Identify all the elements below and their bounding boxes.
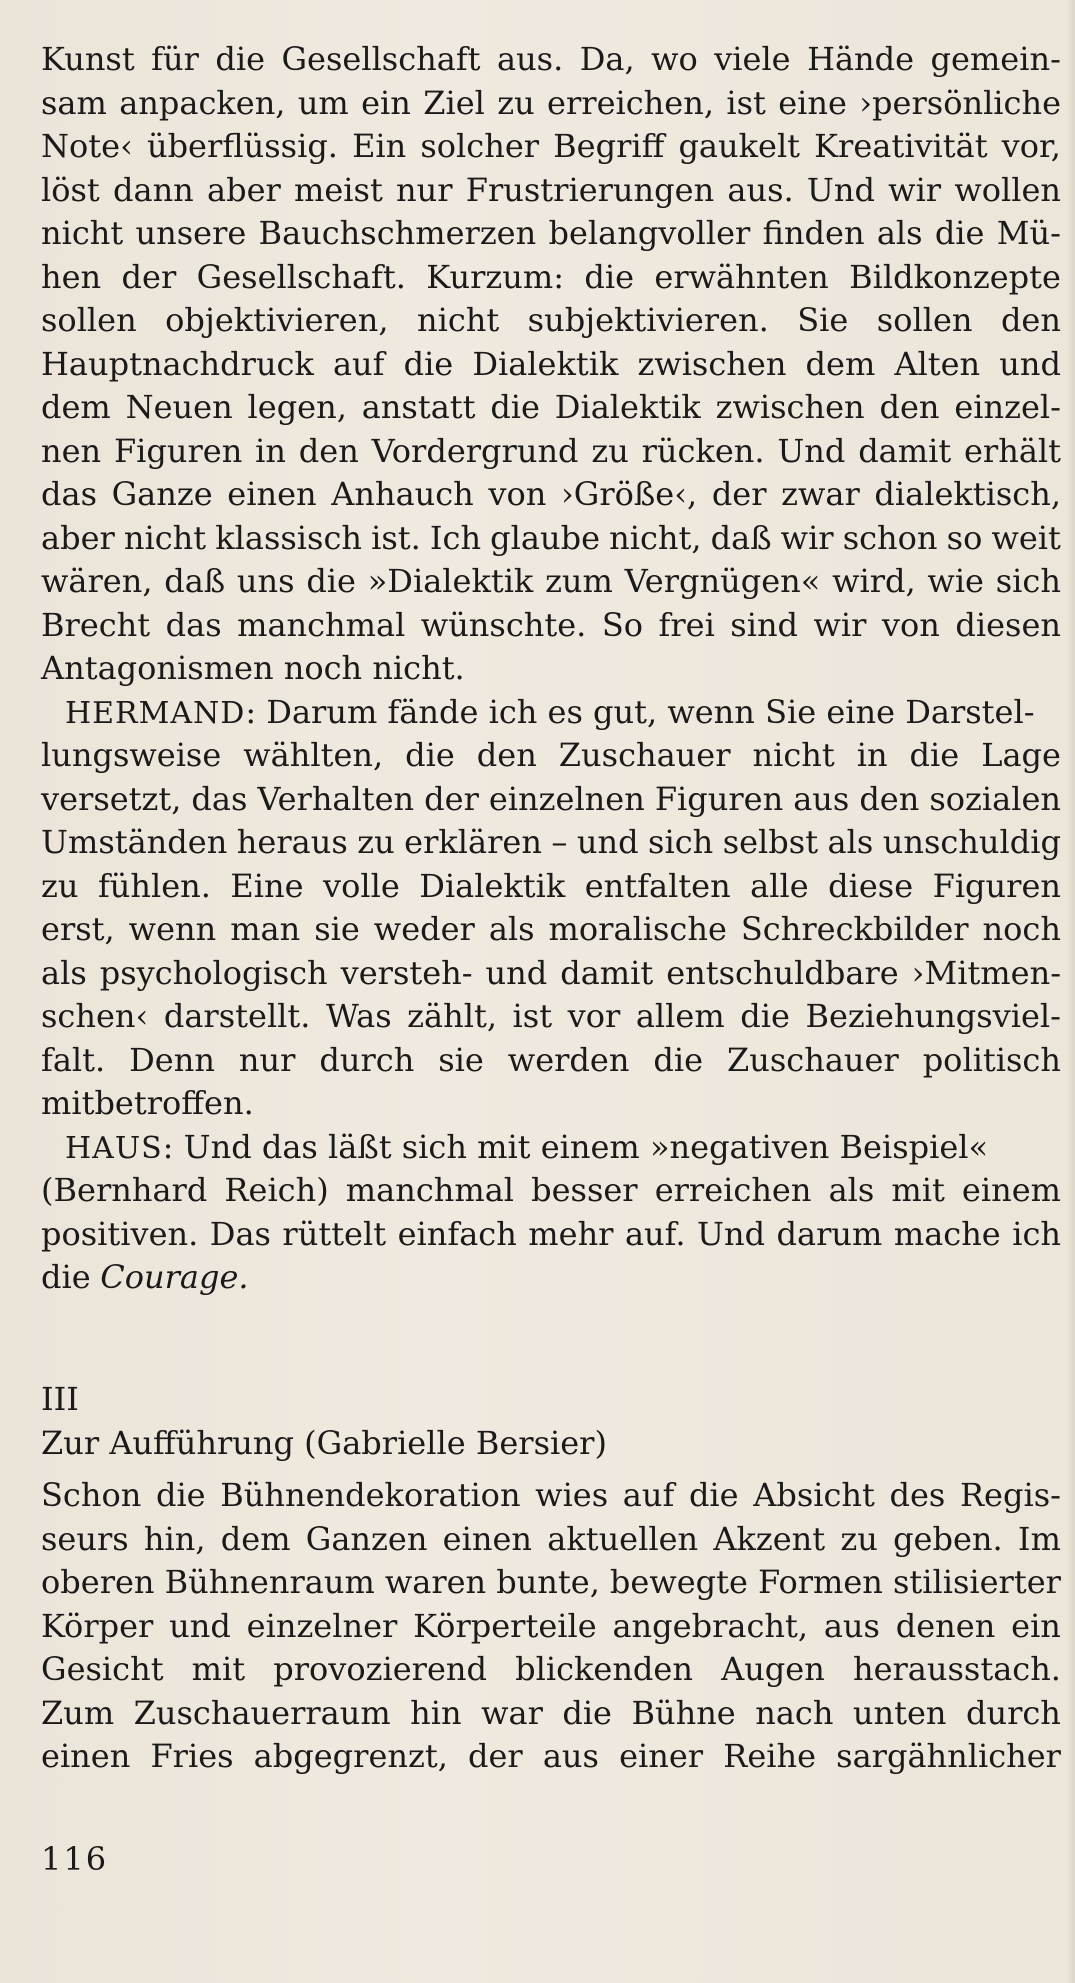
line-text: Hauptnachdruck auf die Dialektik zwischen dem Alten und: [41, 344, 1061, 383]
text-line: [41, 82, 1061, 126]
line-text: das Ganze einen Anhauch von ›Größe‹, der zwar dialektisch,: [41, 475, 1061, 513]
text-line: [41, 1082, 1061, 1126]
line-text: : Und das läßt sich mit einem »negativen Beispiel«: [162, 1127, 989, 1166]
line-text: seurs hin, dem Ganzen einen aktuellen Akzent zu geben. Im: [41, 1519, 1061, 1558]
text-line: [41, 1518, 1061, 1562]
text-line: [41, 473, 1061, 517]
text-line: [41, 1605, 1061, 1649]
text-line: [41, 1039, 1061, 1083]
text-line: [41, 212, 1061, 256]
line-text: Schon die Bühnendekoration wies auf die Absicht des Regis-: [41, 1476, 1061, 1514]
line-text: (Bernhard Reich) manchmal besser erreichen als mit einem: [41, 1171, 1061, 1209]
line-text: erst, wenn man sie weder als moralische Schreckbilder noch: [41, 910, 1061, 948]
text-line: [41, 1213, 1061, 1257]
text-line: [41, 1169, 1061, 1213]
section-title: Zur Aufführung (Gabrielle Bersier): [41, 1424, 607, 1462]
text-line: [41, 343, 1061, 387]
text-line: [41, 299, 1061, 343]
line-text: lungsweise wählten, die den Zuschauer nicht in die Lage: [41, 736, 1061, 774]
text-line: [41, 865, 1061, 909]
line-text: einen Fries abgegrenzt, der aus einer Reihe sargähnlicher: [41, 1737, 1061, 1775]
text-line: [41, 1561, 1061, 1605]
line-text: wären, daß uns die »Dialektik zum Vergnügen« wird, wie sich: [41, 562, 1061, 600]
line-text: Gesicht mit provozierend blickenden Augen herausstach.: [41, 1650, 1061, 1688]
line-text: falt. Denn nur durch sie werden die Zuschauer politisch: [41, 1040, 1061, 1079]
text-line: [41, 734, 1061, 778]
play-title: Courage.: [100, 1258, 249, 1296]
text-line: [41, 778, 1061, 822]
speaker-name: HERMAND: [65, 695, 246, 731]
line-text: schen‹ darstellt. Was zählt, ist vor allem die Beziehungsviel-: [41, 997, 1061, 1035]
section-number: III: [41, 1380, 79, 1418]
line-text: Zum Zuschauerraum hin war die Bühne nach unten durch: [41, 1693, 1061, 1732]
line-text: zu fühlen. Eine volle Dialektik entfalten alle diese Figuren: [41, 866, 1061, 905]
text-line: [41, 169, 1061, 213]
line-text: mitbetroffen.: [41, 1084, 254, 1122]
text-line: [41, 647, 1061, 691]
line-text: positiven. Das rüttelt einfach mehr auf. Und darum mache ich: [41, 1214, 1061, 1253]
line-text: Brecht das manchmal wünschte. So frei sind wir von diesen: [41, 605, 1061, 644]
line-text: nen Figuren in den Vordergrund zu rücken. Und damit erhält: [41, 431, 1061, 470]
line-text: Note‹ überflüssig. Ein solcher Begriff gaukelt Kreativität vor,: [41, 127, 1061, 165]
line-text: als psychologisch versteh- und damit entschuldbare ›Mitmen-: [41, 953, 1061, 992]
line-text: löst dann aber meist nur Frustrierungen aus. Und wir wollen: [41, 170, 1061, 209]
text-line: [41, 386, 1061, 430]
section-text: [41, 1474, 1061, 1779]
text-line: [41, 1692, 1061, 1736]
line-text: sam anpacken, um ein Ziel zu erreichen, ist eine ›persönliche: [41, 83, 1061, 122]
line-text: nicht unsere Bauchschmerzen belangvoller finden als die Mü-: [41, 214, 1061, 252]
line-text: dem Neuen legen, anstatt die Dialektik zwischen den einzel-: [41, 388, 1061, 426]
text-line: [41, 560, 1061, 604]
page-number: 116: [41, 1840, 109, 1878]
line-text: hen der Gesellschaft. Kurzum: die erwähnten Bildkonzepte: [41, 257, 1061, 296]
text-line: [41, 430, 1061, 474]
line-text: oberen Bühnenraum waren bunte, bewegte Formen stilisierter: [41, 1563, 1061, 1601]
line-text: die: [41, 1258, 91, 1296]
line-text: sollen objektivieren, nicht subjektivieren. Sie sollen den: [41, 301, 1061, 339]
text-line: [41, 125, 1061, 169]
speaker-line-haus: [41, 1126, 1061, 1170]
text-line: [41, 38, 1061, 82]
text-line: [41, 1474, 1061, 1518]
line-text: aber nicht klassisch ist. Ich glaube nicht, daß wir schon so weit: [41, 518, 1061, 557]
text-line: [41, 908, 1061, 952]
line-text: Antagonismen noch nicht.: [41, 649, 465, 687]
line-text: Kunst für die Gesellschaft aus. Da, wo viele Hände gemein-: [41, 40, 1061, 78]
text-line: [41, 517, 1061, 561]
line-text: versetzt, das Verhalten der einzelnen Figuren aus den sozialen: [41, 779, 1061, 818]
speaker-name: HAUS: [65, 1130, 163, 1166]
line-text: Körper und einzelner Körperteile angebracht, aus denen ein: [41, 1606, 1061, 1645]
text-line: [41, 1256, 1061, 1300]
dialogue-text: [41, 38, 1061, 1300]
text-line: [41, 995, 1061, 1039]
text-line: [41, 821, 1061, 865]
text-line: [41, 1648, 1061, 1692]
text-line: [41, 952, 1061, 996]
text-line: [41, 604, 1061, 648]
line-text: : Darum fände ich es gut, wenn Sie eine Darstel-: [245, 692, 1035, 731]
text-line: [41, 256, 1061, 300]
line-text: Umständen heraus zu erklären – und sich selbst als unschuldig: [41, 823, 1061, 861]
text-line: [41, 1735, 1061, 1779]
speaker-line-hermand: [41, 691, 1061, 735]
page-edge-shadow: [1067, 0, 1075, 1983]
